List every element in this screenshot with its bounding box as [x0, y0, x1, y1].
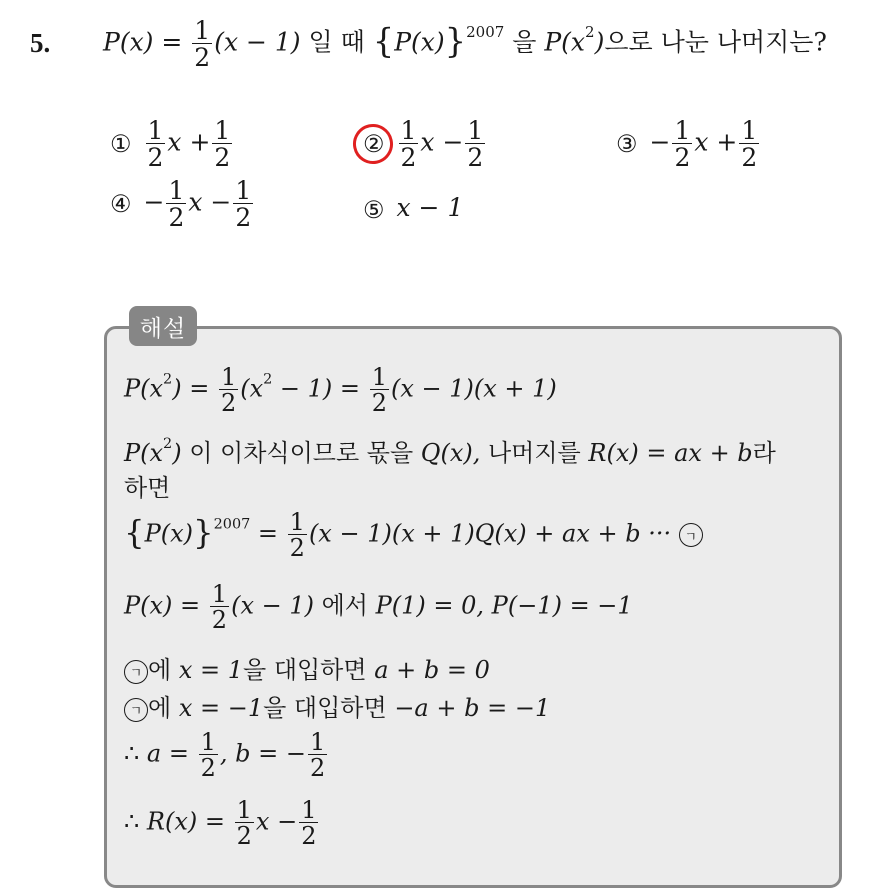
therefore-icon: ∴ — [124, 739, 140, 768]
question-rest: 으로 나눈 나머지는? — [604, 27, 827, 57]
option-mark: ④ — [110, 190, 132, 218]
question-text: P(x) = $\frac{1}{2}$ (x − 1) 일 때 $\{P(x)\}^{2007}$ 을 $P(x^2)$으로 나눈 나머지는? — [103, 16, 827, 72]
solution-line-9: ∴ R(x) = $\frac{1}{2}$ x − $\frac{1}{2}$ — [124, 796, 317, 850]
option-mark: ② — [363, 130, 385, 158]
option-5[interactable]: ⑤ x − 1 — [363, 193, 464, 224]
question-fraction: $\frac{1}{2}$ — [194, 16, 211, 72]
solution-tag: 해설 — [129, 306, 197, 346]
option-1[interactable]: ① $\frac{1}{2}$ x + $\frac{1}{2}$ — [110, 116, 231, 172]
question-when: 일 때 — [308, 27, 365, 57]
circled-giyeok-icon: ㄱ — [124, 660, 148, 684]
solution-line-6: ㄱ 에 x = 1을 대입하면 a + b = 0 — [124, 650, 490, 685]
option-3[interactable]: ③ − $\frac{1}{2}$ x + $\frac{1}{2}$ — [616, 116, 758, 172]
solution-line-8: ∴ a = $\frac{1}{2}$ , b = − $\frac{1}{2}$ — [124, 728, 326, 782]
solution-line-7: ㄱ 에 x = −1을 대입하면 −a + b = −1 — [124, 688, 550, 723]
solution-line-2: $P(x^2)$ 이 이차식이므로 몫을 Q(x), 나머지를 R(x) = ax + b라 — [124, 436, 776, 467]
solution-line-3: 하면 — [124, 474, 171, 502]
option-mark: ⑤ — [363, 195, 385, 224]
option-mark: ① — [110, 130, 132, 158]
solution-line-5: P(x) = $\frac{1}{2}$ (x − 1) 에서 P(1) = 0, P(−1) = −1 — [124, 580, 633, 634]
circled-giyeok-icon: ㄱ — [124, 698, 148, 722]
solution-line-1: $P(x^2)$ = $\frac{1}{2}$ $(x^2 - 1)$ = $\frac{1}{2}$ (x − 1)(x + 1) — [124, 363, 557, 417]
question-expr: (x − 1) — [214, 27, 301, 57]
question-exponent: 2007 — [466, 23, 505, 41]
therefore-icon: ∴ — [124, 807, 140, 836]
option-mark: ③ — [616, 130, 638, 158]
solution-line-4: $\{P(x)\}^{2007}$ = $\frac{1}{2}$ (x − 1)(x + 1)Q(x) + ax + b ··· ㄱ — [124, 510, 703, 560]
question-number: 5. — [30, 28, 51, 58]
option-2[interactable]: ② $\frac{1}{2}$ x − $\frac{1}{2}$ — [363, 116, 484, 172]
question-intro: P(x) = — [103, 27, 183, 57]
circled-giyeok-icon: ㄱ — [679, 523, 703, 547]
option-4[interactable]: ④ − $\frac{1}{2}$ x − $\frac{1}{2}$ — [110, 176, 252, 232]
